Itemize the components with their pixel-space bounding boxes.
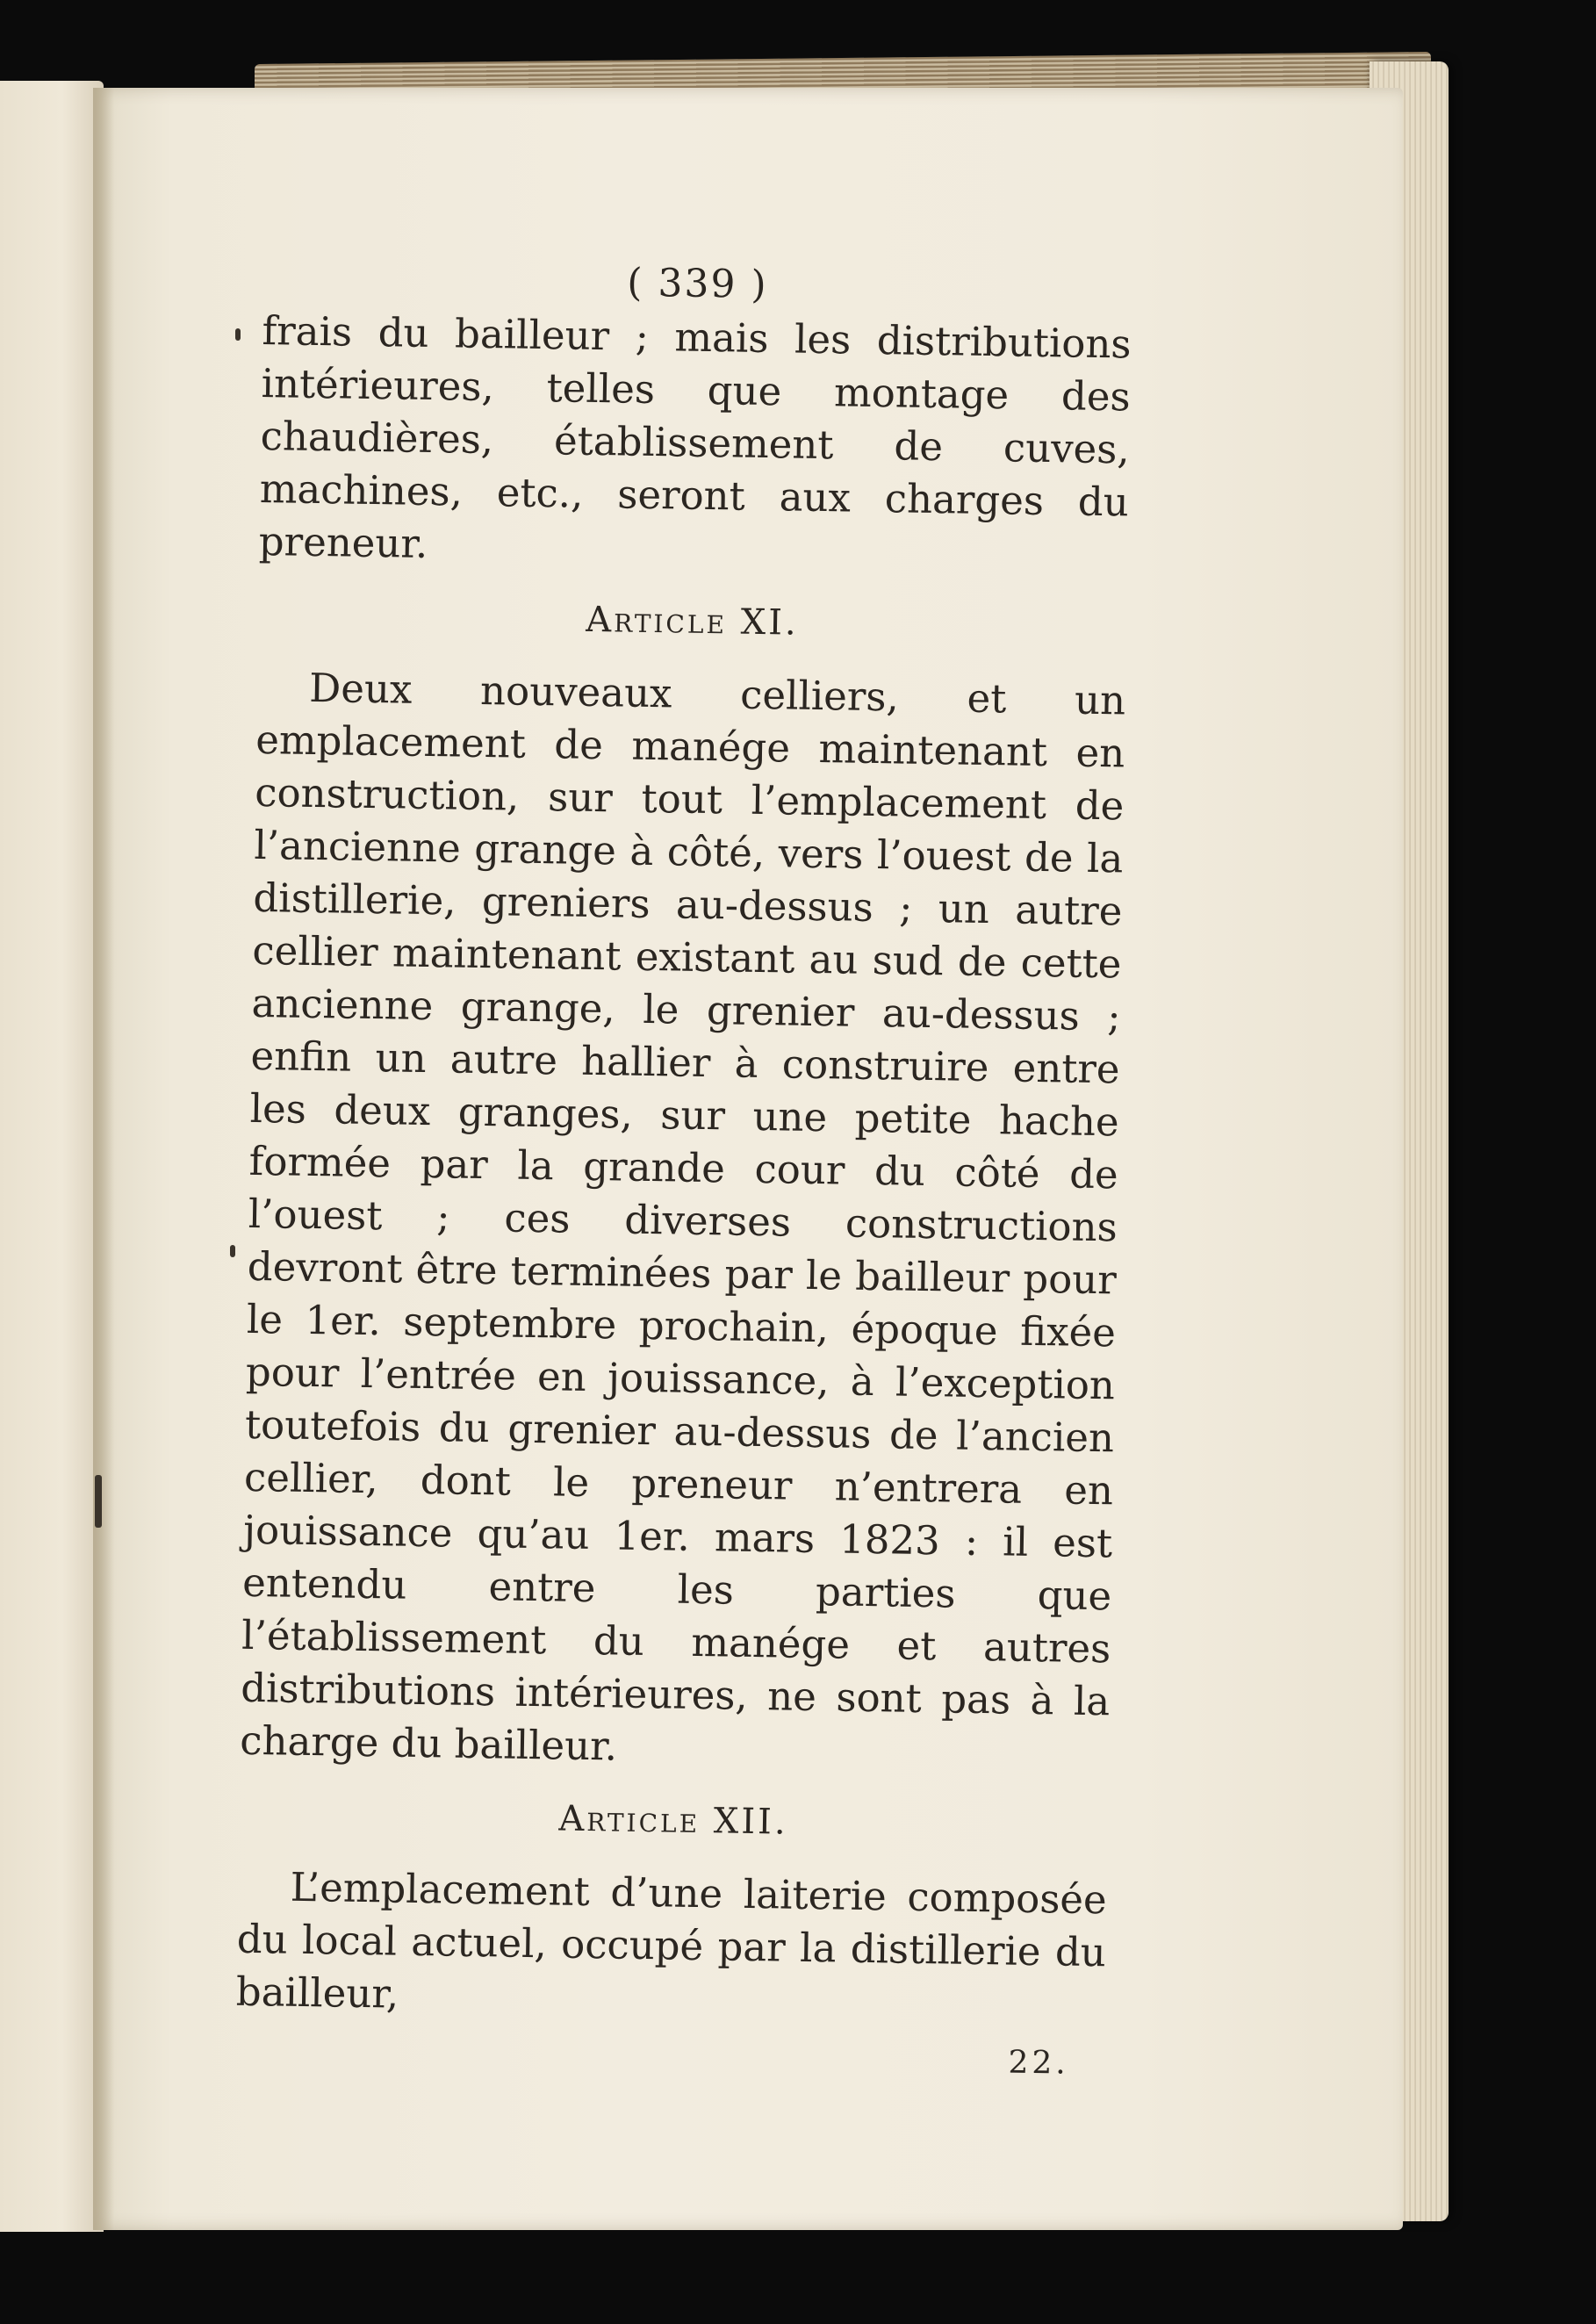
paragraph-2: Deux nouveaux celliers, et un emplacement de manége maintenant en construction, sur tout l’emplacement de l’ancienne grange à côté, vers l’ouest de la distillerie, greniers au-dessus ; un autre cellier maintenant existant au sud de cette ancienne grange, le grenier au-dessus ; enfin un autre hallier à construire entre les deux granges, sur une petite hache formée par la grande cour du côté de l’ouest ; ces diverses constructions devront être terminées par le bailleur pour le 1er. septembre prochain, époque fixée pour l’entrée en jouissance, à l’exception toutefois du grenier au-dessus de l’ancien cellier, dont le preneur n’entrera en jouissance qu’au 1er. mars 1823 : il est entendu entre les parties que l’établissement du manége et autres distributions intérieures, ne sont pas à la charge du bailleur. (239, 664, 1126, 1770)
paragraph-3: L’emplacement d’une laiterie composée du local actuel, occupé par la distillerie du bailleur, (235, 1863, 1108, 2018)
facing-page-edge (0, 81, 104, 2232)
gutter-thread-mark (95, 1475, 102, 1528)
article-heading-xii: Article XII. (558, 1798, 788, 1843)
page-gutter-shadow (93, 88, 114, 2230)
page-text (235, 255, 1132, 2082)
margin-mark (235, 328, 241, 341)
article-heading-xi: Article XI. (585, 599, 800, 644)
gathering-signature: 22. (1008, 2044, 1070, 2082)
margin-mark (230, 1245, 235, 1257)
paragraph-1: frais du bailleur ; mais les distributions intérieures, telles que montage des chaudières, établissement de cuves, machines, etc., seront aux charges du preneur. (258, 306, 1132, 567)
page-number: ( 339 ) (626, 260, 769, 308)
